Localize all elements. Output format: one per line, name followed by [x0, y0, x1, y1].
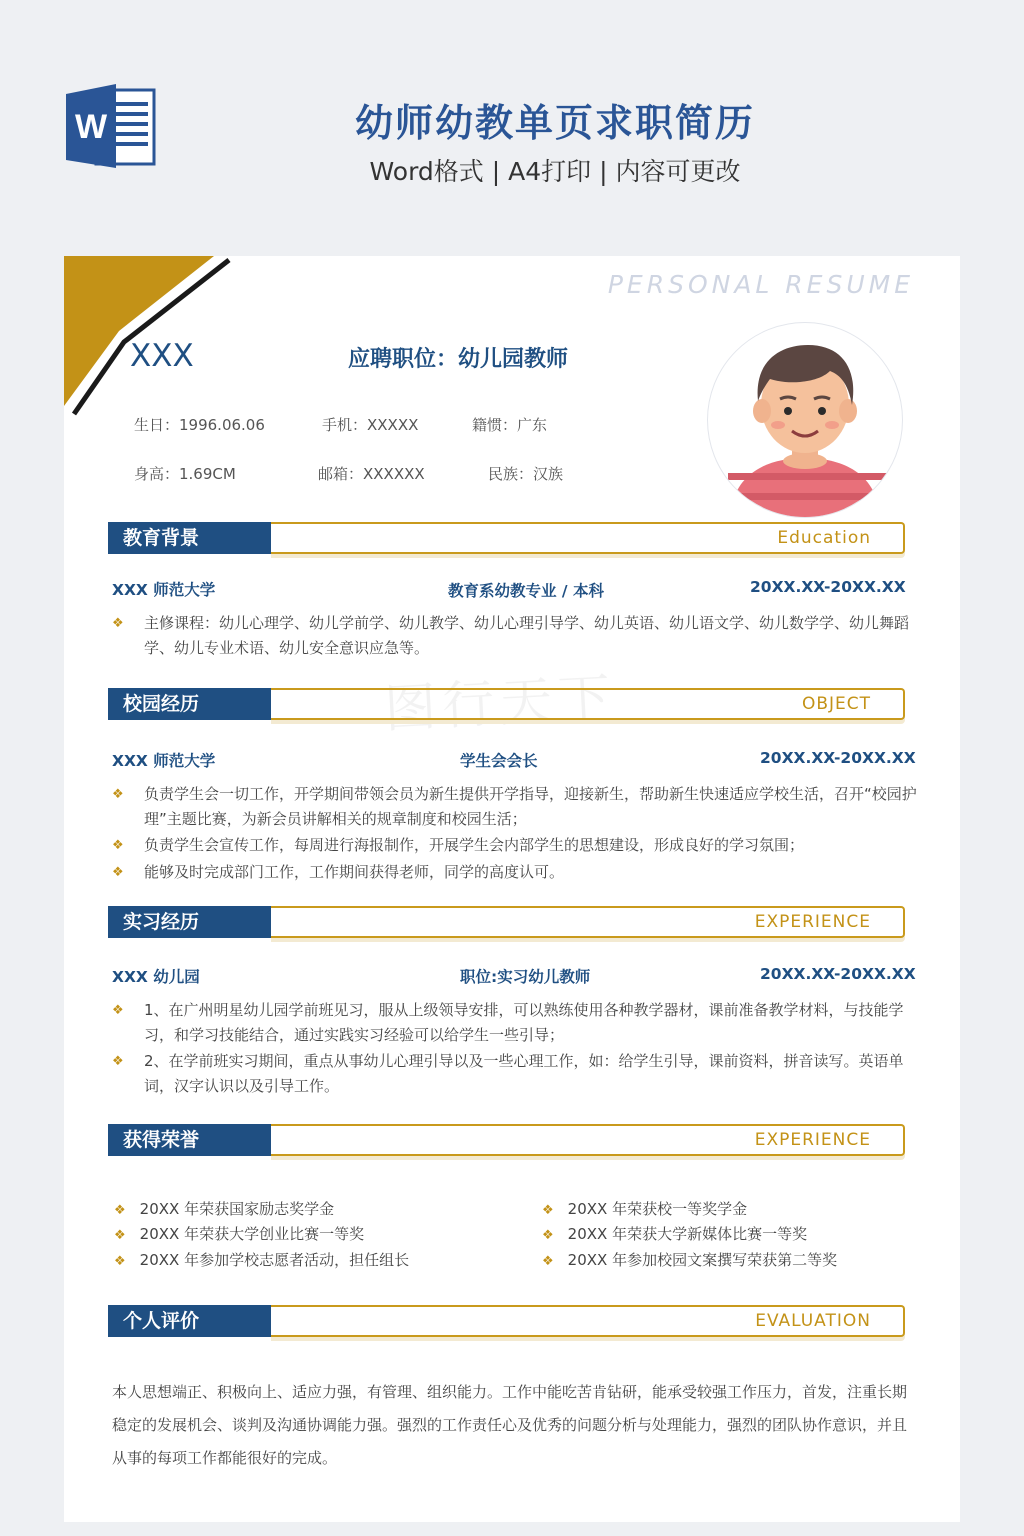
campus-date: 20XX.XX-20XX.XX: [760, 749, 916, 767]
word-document-icon: [66, 82, 156, 170]
section-campus-title: 校园经历: [108, 688, 271, 720]
section-education-en: Education: [777, 528, 871, 548]
section-internship-title: 实习经历: [108, 906, 271, 938]
banner-title: 幼师幼教单页求职简历: [354, 101, 755, 145]
evaluation-text: 本人思想端正、积极向上、适应力强，有管理、组织能力。工作中能吃苦肯钻研，能承受较强工作压力，首发，注重长期稳定的发展机会、谈判及沟通协调能力强。强烈的工作责任心及优秀的问题分析与处理能力，强烈的团队协作意识，并且从事的每项工作都能很好的完成。: [112, 1383, 908, 1467]
section-internship-en: EXPERIENCE: [754, 912, 871, 932]
honor-item: ❖ 20XX 年荣获大学创业比赛一等奖: [114, 1225, 365, 1243]
list-item: ❖ 主修课程：幼儿心理学、幼儿学前学、幼儿教学、幼儿心理引导学、幼儿英语、幼儿语文学、幼儿数学学、幼儿舞蹈学、幼儿专业术语、幼儿安全意识应急等。: [112, 614, 910, 657]
info-native: 籍惯：广东: [472, 416, 548, 434]
section-education-title: 教育背景: [108, 522, 271, 554]
honor-item: ❖ 20XX 年参加学校志愿者活动，担任组长: [114, 1251, 410, 1269]
info-email: 邮箱：XXXXXX: [318, 465, 425, 483]
applied-position: 应聘职位：幼儿园教师: [348, 347, 569, 372]
resume-page: [64, 256, 960, 1522]
section-campus-header: [108, 688, 905, 720]
section-internship-header: [108, 906, 905, 938]
education-major: 教育系幼教专业 / 本科: [448, 582, 604, 600]
section-campus-en: OBJECT: [801, 694, 871, 714]
candidate-name: XXX: [130, 338, 194, 374]
list-item: ❖ 1、在广州明星幼儿园学前班见习，服从上级领导安排，可以熟练使用各种教学器材，课前准备教学材料，与技能学习，和学习技能结合，通过实践实习经验可以给学生一些引导；: [112, 1001, 904, 1044]
education-date: 20XX.XX-20XX.XX: [750, 578, 906, 596]
honor-item: ❖ 20XX 年荣获大学新媒体比赛一等奖: [542, 1225, 808, 1243]
info-height: 身高：1.69CM: [134, 465, 236, 483]
svg-text:W: W: [74, 108, 108, 146]
list-item: ❖ 2、在学前班实习期间，重点从事幼儿心理引导以及一些心理工作，如：给学生引导，课前资料，拼音读写。英语单词，汉字认识以及引导工作。: [112, 1052, 904, 1095]
education-school: XXX 师范大学: [112, 581, 216, 599]
resume-english-title: PERSONAL RESUME: [607, 270, 914, 299]
internship-role: 职位:实习幼儿教师: [460, 968, 591, 986]
honor-item: ❖ 20XX 年参加校园文案撰写荣获第二等奖: [542, 1251, 838, 1269]
campus-role: 学生会会长: [460, 752, 538, 770]
watermark: 图行天下: [382, 667, 618, 741]
info-birth: 生日：1996.06.06: [134, 416, 265, 434]
section-honors-header: [108, 1124, 905, 1156]
campus-school: XXX 师范大学: [112, 752, 216, 770]
section-honors-en: EXPERIENCE: [754, 1130, 871, 1150]
section-evaluation-header: [108, 1305, 905, 1337]
list-item: ❖ 负责学生会一切工作，开学期间带领会员为新生提供开学指导，迎接新生，帮助新生快速适应学校生活，召开“校园护理”主题比赛，为新会员讲解相关的规章制度和校园生活；: [112, 785, 917, 828]
honor-item: ❖ 20XX 年荣获校一等奖学金: [542, 1200, 748, 1218]
info-phone: 手机：XXXXX: [322, 416, 419, 434]
section-honors-title: 获得荣誉: [108, 1124, 271, 1156]
list-item: ❖ 能够及时完成部门工作，工作期间获得老师，同学的高度认可。: [112, 863, 565, 881]
list-item: ❖ 负责学生会宣传工作，每周进行海报制作，开展学生会内部学生的思想建设，形成良好的学习氛围；: [112, 836, 805, 854]
honor-item: ❖ 20XX 年荣获国家励志奖学金: [114, 1200, 335, 1218]
section-education-header: [108, 522, 905, 554]
internship-org: XXX 幼儿园: [112, 968, 200, 986]
section-evaluation-title: 个人评价: [108, 1305, 271, 1337]
avatar: [707, 322, 903, 518]
internship-date: 20XX.XX-20XX.XX: [760, 965, 916, 983]
banner-subtitle: Word格式 | A4打印 | 内容可更改: [369, 157, 741, 186]
info-ethnicity: 民族：汉族: [488, 465, 564, 483]
section-evaluation-en: EVALUATION: [755, 1311, 871, 1331]
